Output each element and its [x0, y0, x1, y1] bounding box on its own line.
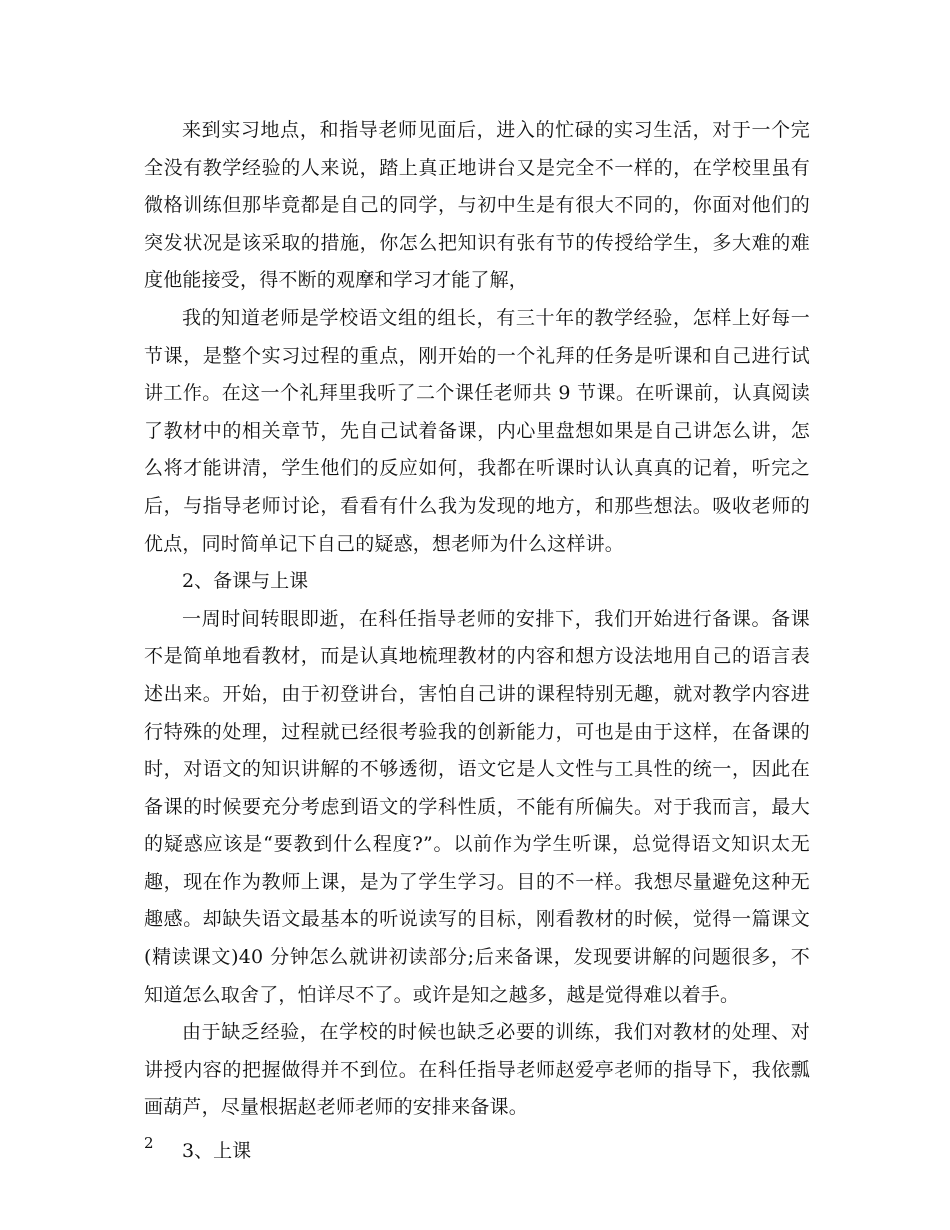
section-heading-preparation: 2、备课与上课 [182, 570, 309, 593]
paragraph-inexperience: 由于缺乏经验，在学校的时候也缺乏必要的训练，我们对教材的处理、对讲授内容的把握做得并不到位。在科任指导老师赵爱亭老师的指导下，我依瓢画葫芦，尽量根据赵老师老师的安排来备课。 [144, 1021, 810, 1119]
document-body [144, 112, 810, 1171]
page-number: 2 [144, 1134, 154, 1152]
paragraph-arrival: 来到实习地点，和指导老师见面后，进入的忙碌的实习生活，对于一个完全没有教学经验的人来说，踏上真正地讲台又是完全不一样的，在学校里虽有微格训练但那毕竟都是自己的同学，与初中生是有很大不同的，你面对他们的突发状况是该采取的措施，你怎么把知识有张有节的传授给学生，多大难的难度他能接受，得不断的观摩和学习才能了解， [144, 119, 810, 292]
paragraph-preparation: 一周时间转眼即逝，在科任指导老师的安排下，我们开始进行备课。备课不是简单地看教材，而是认真地梳理教材的内容和想方设法地用自己的语言表述出来。开始，由于初登讲台，害怕自己讲的课程特别无趣，就对教学内容进行特殊的处理，过程就已经很考验我的创新能力，可也是由于这样，在备课的时，对语文的知识讲解的不够透彻，语文它是人文性与工具性的统一，因此在备课的时候要充分考虑到语文的学科性质，不能有所偏失。对于我而言，最大的疑惑应该是“要教到什么程度?”。以前作为学生听课，总觉得语文知识太无趣，现在作为教师上课，是为了学生学习。目的不一样。我想尽量避免这种无趣感。却缺失语文最基本的听说读写的目标，刚看教材的时候，觉得一篇课文(精读课文)40 分钟怎么就讲初读部分;后来备课，发现要讲解的问题很多，不知道怎么取舍了，怕详尽不了。或许是知之越多，越是觉得难以着手。 [144, 607, 810, 1006]
section-heading-teaching: 3、上课 [182, 1140, 252, 1163]
paragraph-mentor: 我的知道老师是学校语文组的组长，有三十年的教学经验，怎样上好每一节课，是整个实习过程的重点，刚开始的一个礼拜的任务是听课和自己进行试讲工作。在这一个礼拜里我听了二个课任老师共 9 节课。在听课前，认真阅读了教材中的相关章节，先自己试着备课，内心里盘想如果是自己讲怎么讲，怎么将才能讲清，学生他们的反应如何，我都在听课时认认真真的记着，听完之后，与指导老师讨论，看看有什么我为发现的地方，和那些想法。吸收老师的优点，同时简单记下自己的疑惑，想老师为什么这样讲。 [144, 306, 810, 555]
